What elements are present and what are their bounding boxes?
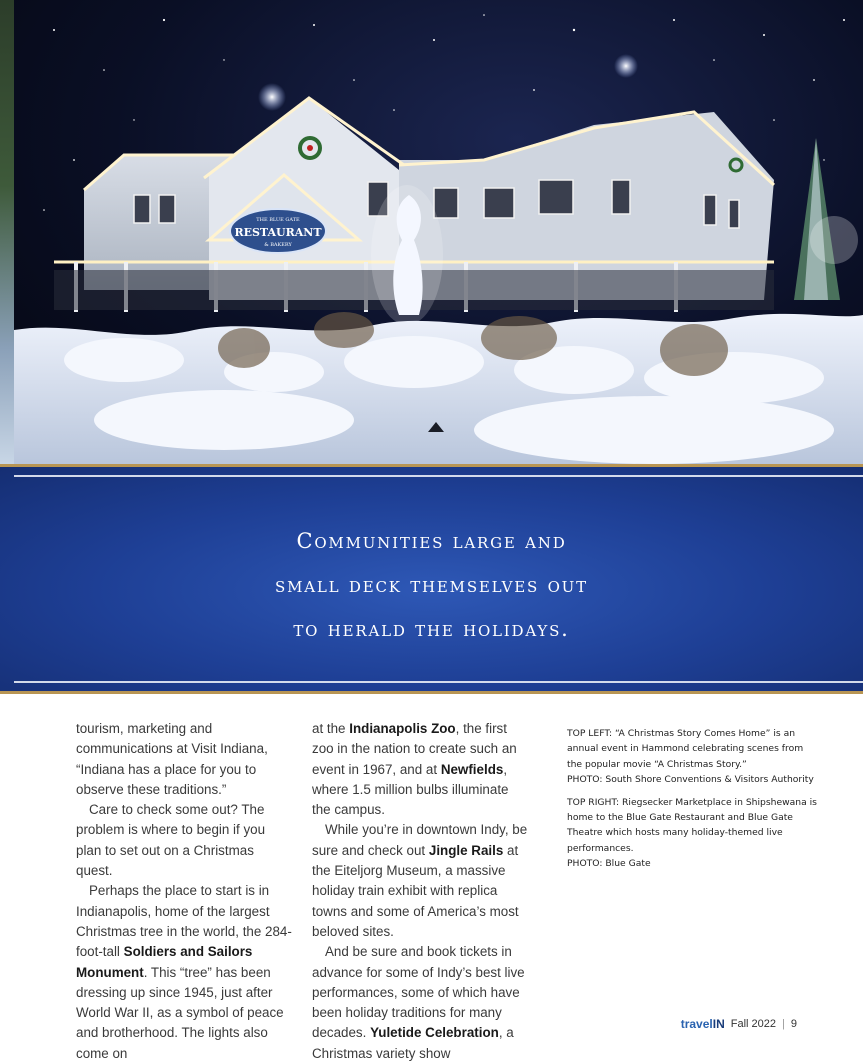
bold-yuletide-celebration: Yuletide Celebration [370,1025,499,1041]
paragraph: Perhaps the place to start is in Indianapolis, home of the largest Christmas tree in the world, the 284-foot-tall Soldiers and Sailors Monument. This “tree” has been dressing up since 1945, just after World War II, as a symbol of peace and brotherhood. The lights also come on [76,883,292,1061]
footer-separator: | [782,1018,785,1030]
issue-label: Fall 2022 [730,1018,777,1030]
bold-indianapolis-zoo: Indianapolis Zoo [349,721,456,736]
paragraph: While you’re in downtown Indy, be sure and check out Jingle Rails at the Eiteljorg Museum, a massive holiday train exhibit with replica towns and some of America’s most beloved sites. [312,822,528,939]
caption-top-right: TOP RIGHT: Riegsecker Marketplace in Shipshewana is home to the Blue Gate Restaurant and Blue Gate Theatre which hosts many holiday-themed live performances. PHOTO: Blue Gate [567,796,817,870]
headline-banner [0,464,863,694]
banner-headline [0,519,863,651]
banner-bottom-rule [14,681,863,683]
facing-page-edge [0,0,14,464]
blue-gate-restaurant-night-scene [14,0,863,464]
banner-line-2: small deck themselves out [275,573,588,597]
sign-bottom-text: & BAKERY [264,242,292,248]
light-sculpture [371,185,443,325]
bright-star-right [614,54,638,78]
banner-top-rule [14,475,863,477]
sign-main-text: RESTAURANT [234,226,322,239]
bright-star-left [258,83,286,111]
paragraph: Care to check some out? The problem is where to begin if you plan to set out on a Christmas quest. [76,802,266,879]
bold-soldiers-sailors-monument: Soldiers and Sailors Monument [76,944,253,980]
photo-captions [567,726,817,879]
paragraph: at the Indianapolis Zoo, the first zoo in the nation to create such an event in 1967, and at Newfields, where 1.5 million bulbs illuminate the campus. [312,721,517,818]
paragraph: tourism, marketing and communications at Visit Indiana, “Indiana has a place for you to observe these traditions.” [76,721,268,797]
article-column-1 [76,719,294,1064]
bold-newfields: Newfields [440,761,504,777]
caption-credit: PHOTO: South Shore Conventions & Visitors Authority [567,774,814,786]
hero-photo [0,0,863,464]
paragraph: And be sure and book tickets in advance for some of Indy’s best live performances, some of which have been holiday traditions for many decades. Yuletide Celebration, a Christmas variety show [312,944,525,1061]
caption-top-left: TOP LEFT: “A Christmas Story Comes Home” is an annual event in Hammond celebrating scenes from the popular movie “A Christmas Story.” PHOTO: South Shore Conventions & Visitors Authority [567,728,814,786]
article-column-2 [312,719,530,1064]
banner-line-1: Communities large and [296,529,567,553]
sign-top-text: THE BLUE GATE [256,217,300,223]
banner-line-3: to herald the holidays. [293,617,570,641]
caption-credit: PHOTO: Blue Gate [567,858,651,870]
bold-jingle-rails: Jingle Rails [428,842,504,858]
magazine-logo: travelIN [680,1017,725,1031]
page-footer [681,1017,797,1031]
page-number: 9 [790,1018,797,1030]
restaurant-sign [230,209,326,253]
